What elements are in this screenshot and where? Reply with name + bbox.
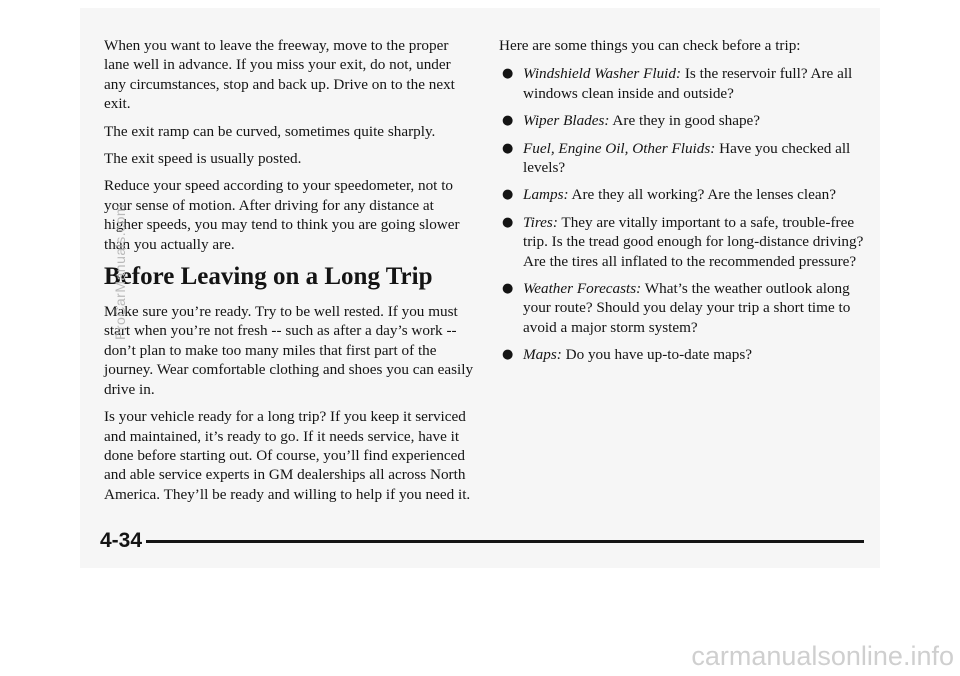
checklist-item bbox=[499, 111, 869, 130]
paragraph-exit-ramp: The exit ramp can be curved, sometimes quite sharply. bbox=[104, 122, 436, 140]
section-heading: Before Leaving on a Long Trip bbox=[104, 263, 433, 291]
checklist-term: Wiper Blades: bbox=[523, 112, 610, 130]
paragraph-be-ready: Make sure you’re ready. Try to be well rested. If you must start when you’re not fresh -- such as after a day’s work -- don’t plan to make too many miles that first part of the journey. Wear comfortable clothing and shoes you can easily drive in. bbox=[104, 303, 474, 398]
checklist-text: Is the reservoir full? Are all windows clean inside and outside? bbox=[523, 65, 853, 102]
left-column bbox=[104, 36, 476, 512]
bullet-icon: ● bbox=[502, 281, 514, 297]
checklist-item bbox=[499, 64, 869, 103]
checklist-term: Windshield Washer Fluid: bbox=[523, 65, 682, 83]
bullet-icon: ● bbox=[502, 347, 514, 363]
paragraph-freeway-exit: When you want to leave the freeway, move to the proper lane well in advance. If you miss your exit, do not, under any circumstances, stop and back up. Drive on to the next exit. bbox=[104, 37, 455, 113]
checklist-term: Maps: bbox=[523, 346, 562, 364]
checklist-text: What’s the weather outlook along your route? Should you delay your trip a short time to avoid a major storm system? bbox=[523, 280, 851, 336]
bullet-icon: ● bbox=[502, 140, 514, 156]
checklist-item bbox=[499, 185, 869, 204]
right-column bbox=[499, 36, 869, 373]
checklist-text: Have you checked all levels? bbox=[523, 139, 851, 177]
checklist-item bbox=[499, 345, 869, 364]
paragraph-exit-speed: The exit speed is usually posted. bbox=[104, 150, 302, 168]
checklist-term: Fuel, Engine Oil, Other Fluids: bbox=[523, 139, 716, 157]
trip-checklist bbox=[499, 64, 869, 364]
checklist-text: Are they in good shape? bbox=[609, 112, 761, 130]
page-number: 4-34 bbox=[100, 529, 143, 552]
checklist-intro: Here are some things you can check before a trip: bbox=[499, 37, 801, 54]
bullet-icon: ● bbox=[502, 113, 514, 129]
checklist-text: They are vitally important to a safe, trouble-free trip. Is the tread good enough for long-distance driving? Are the tires all inflated to the recommended pressure? bbox=[523, 213, 864, 270]
checklist-item bbox=[499, 213, 869, 271]
watermark: ProCarManuals.com bbox=[112, 203, 128, 340]
bullet-icon: ● bbox=[502, 214, 514, 230]
checklist-text: Do you have up-to-date maps? bbox=[561, 346, 753, 364]
bullet-icon: ● bbox=[502, 187, 514, 203]
checklist-term: Tires: bbox=[523, 213, 558, 231]
site-watermark: carmanualsonline.info bbox=[691, 641, 954, 671]
checklist-text: Are they all working? Are the lenses clean? bbox=[568, 186, 836, 204]
checklist-item bbox=[499, 139, 869, 178]
checklist-term: Weather Forecasts: bbox=[523, 280, 642, 298]
page-footer bbox=[100, 527, 864, 555]
checklist-item bbox=[499, 279, 869, 337]
bullet-icon: ● bbox=[502, 66, 514, 82]
paragraph-vehicle-ready: Is your vehicle ready for a long trip? If you keep it serviced and maintained, it’s ready to go. If it needs service, have it done before starting out. Of course, you’ll find experienced and able service experts in GM dealerships all across North America. They’ll be ready and willing to help if you need it. bbox=[104, 408, 471, 503]
checklist-term: Lamps: bbox=[523, 186, 569, 204]
paragraph-reduce-speed: Reduce your speed according to your speedometer, not to your sense of motion. After driving for any distance at higher speeds, you may tend to think you are going slower than you actually are. bbox=[104, 177, 460, 253]
footer-rule bbox=[146, 540, 864, 543]
